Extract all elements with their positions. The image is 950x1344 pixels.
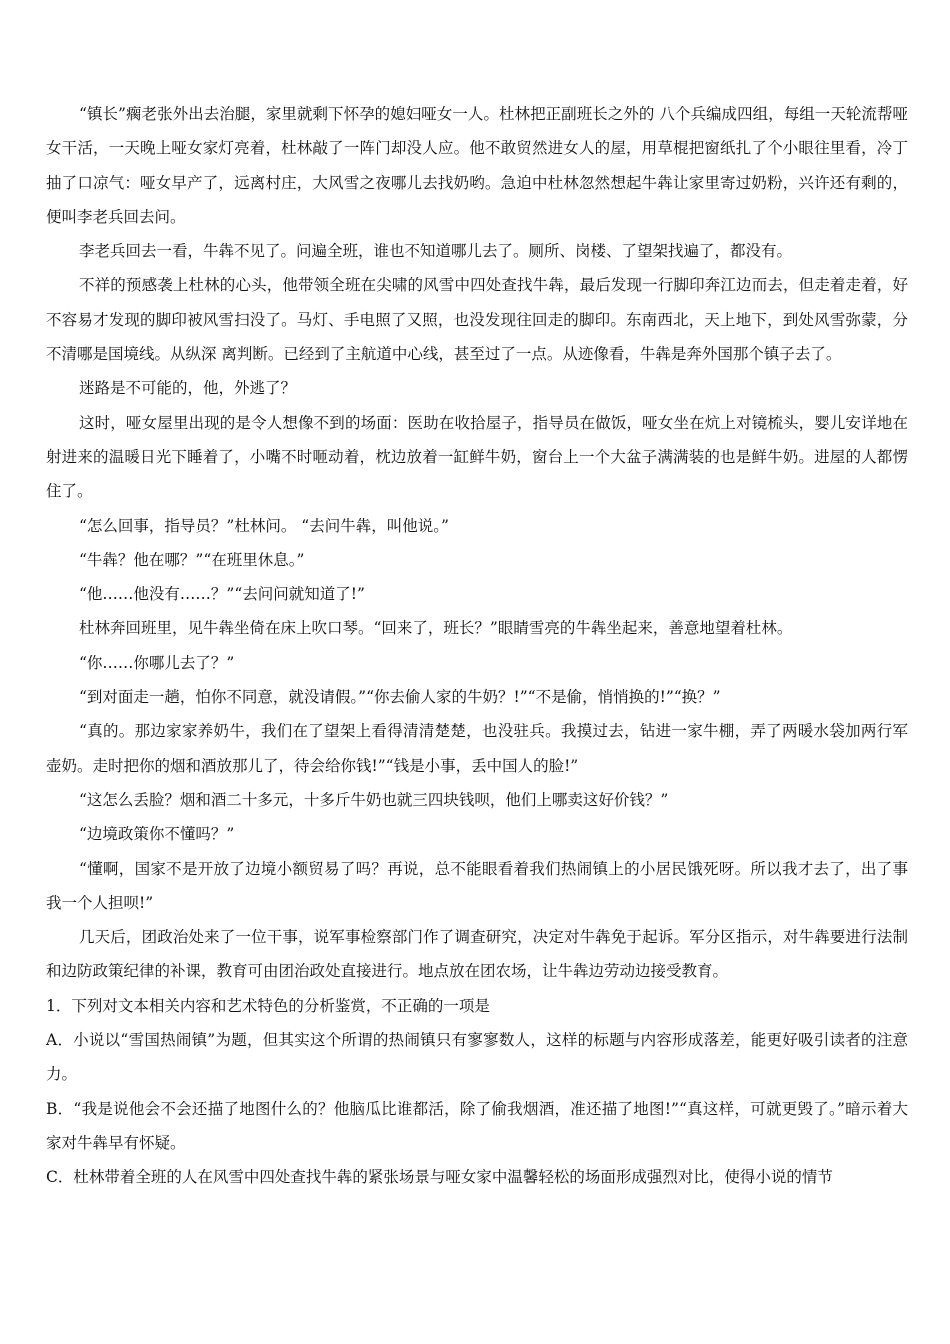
answer-option-c: C．杜林带着全班的人在风雪中四处查找牛犇的紧张场景与哑女家中温馨轻松的场面形成强烈对比，使得小说的情节	[46, 1168, 833, 1187]
question-stem: 1．下列对文本相关内容和艺术特色的分析鉴赏，不正确的一项是	[46, 996, 490, 1015]
paragraph: 这时，哑女屋里出现的是令人想像不到的场面：医助在收拾屋子，指导员在做饭，哑女坐在炕上对镜梳头，婴儿安详地在射进来的温暖日光下睡着了，小嘴不时咂动着，枕边放着一缸鲜牛奶，窗台上一个大盆子满满装的也是鲜牛奶。进屋的人都愣住了。	[46, 413, 908, 501]
paragraph: 几天后，团政治处来了一位干事，说军事检察部门作了调查研究，决定对牛犇免于起诉。军分区指示，对牛犇要进行法制和边防政策纪律的补课，教育可由团治政处直接进行。地点放在团农场，让牛犇边劳动边接受教育。	[46, 928, 908, 981]
dialogue-line: “怎么回事，指导员？”杜林问。 “去问牛犇，叫他说。”	[79, 516, 449, 535]
dialogue-line: “真的。那边家家养奶牛，我们在了望架上看得清清楚楚，也没驻兵。我摸过去，钻进一家牛棚，弄了两暖水袋加两行军壶奶。走时把你的烟和酒放那儿了，待会给你钱!”“钱是小事，丢中国人的脸!”	[46, 722, 908, 775]
dialogue-line: “你……你哪儿去了？”	[79, 653, 235, 672]
answer-option-b: B．“我是说他会不会还描了地图什么的？他脑瓜比谁都活，除了偷我烟酒，准还描了地图!”“真这样，可就更毁了。”暗示着大家对牛犇早有怀疑。	[46, 1099, 908, 1152]
dialogue-line: “他……他没有……？”“去问问就知道了!”	[79, 585, 365, 604]
paragraph: 李老兵回去一看，牛犇不见了。问遍全班，谁也不知道哪儿去了。厕所、岗楼、了望架找遍了，都没有。	[79, 242, 793, 261]
answer-option-a: A．小说以“雪国热闹镇”为题，但其实这个所谓的热闹镇只有寥寥数人，这样的标题与内容形成落差，能更好吸引读者的注意力。	[46, 1031, 908, 1084]
document-body	[46, 97, 908, 1195]
dialogue-line: “牛犇？他在哪？”“在班里休息。”	[79, 550, 305, 569]
paragraph: 迷路是不可能的，他，外逃了？	[79, 379, 297, 398]
paragraph: “镇长”瘸老张外出去治腿，家里就剩下怀孕的媳妇哑女一人。杜林把正副班长之外的 八个兵编成四组，每组一天轮流帮哑女干活，一天晚上哑女家灯亮着，杜林敲了一阵门却没人应。他不敢贸然进女人的屋，用草棍把窗纸扎了个小眼往里看，冷丁抽了口凉气：哑女早产了，远离村庄，大风雪之夜哪儿去找奶哟。急迫中杜林忽然想起牛犇让家里寄过奶粉，兴许还有剩的，便叫李老兵回去问。	[46, 105, 908, 226]
paragraph: 杜林奔回班里，见牛犇坐倚在床上吹口琴。“回来了，班长？”眼睛雪亮的牛犇坐起来，善意地望着杜林。	[79, 619, 793, 638]
paragraph: 不祥的预感袭上杜林的心头，他带领全班在尖啸的风雪中四处查找牛犇，最后发现一行脚印奔江边而去，但走着走着，好不容易才发现的脚印被风雪扫没了。马灯、手电照了又照，也没发现往回走的脚印。东南西北，天上地下，到处风雪弥蒙，分不清哪是国境线。从纵深 离判断。已经到了主航道中心线，甚至过了一点。从迹像看，牛犇是奔外国那个镇子去了。	[46, 276, 908, 364]
dialogue-line: “边境政策你不懂吗？”	[79, 825, 235, 844]
dialogue-line: “到对面走一趟，怕你不同意，就没请假。”“你去偷人家的牛奶？!”“不是偷，悄悄换的!”“换？”	[79, 688, 721, 707]
dialogue-line: “懂啊，国家不是开放了边境小额贸易了吗？再说，总不能眼看着我们热闹镇上的小居民饿死呀。所以我才去了，出了事我一个人担呗!”	[46, 859, 908, 912]
dialogue-line: “这怎么丢脸？烟和酒二十多元，十多斤牛奶也就三四块钱呗，他们上哪卖这好价钱？”	[79, 790, 669, 809]
